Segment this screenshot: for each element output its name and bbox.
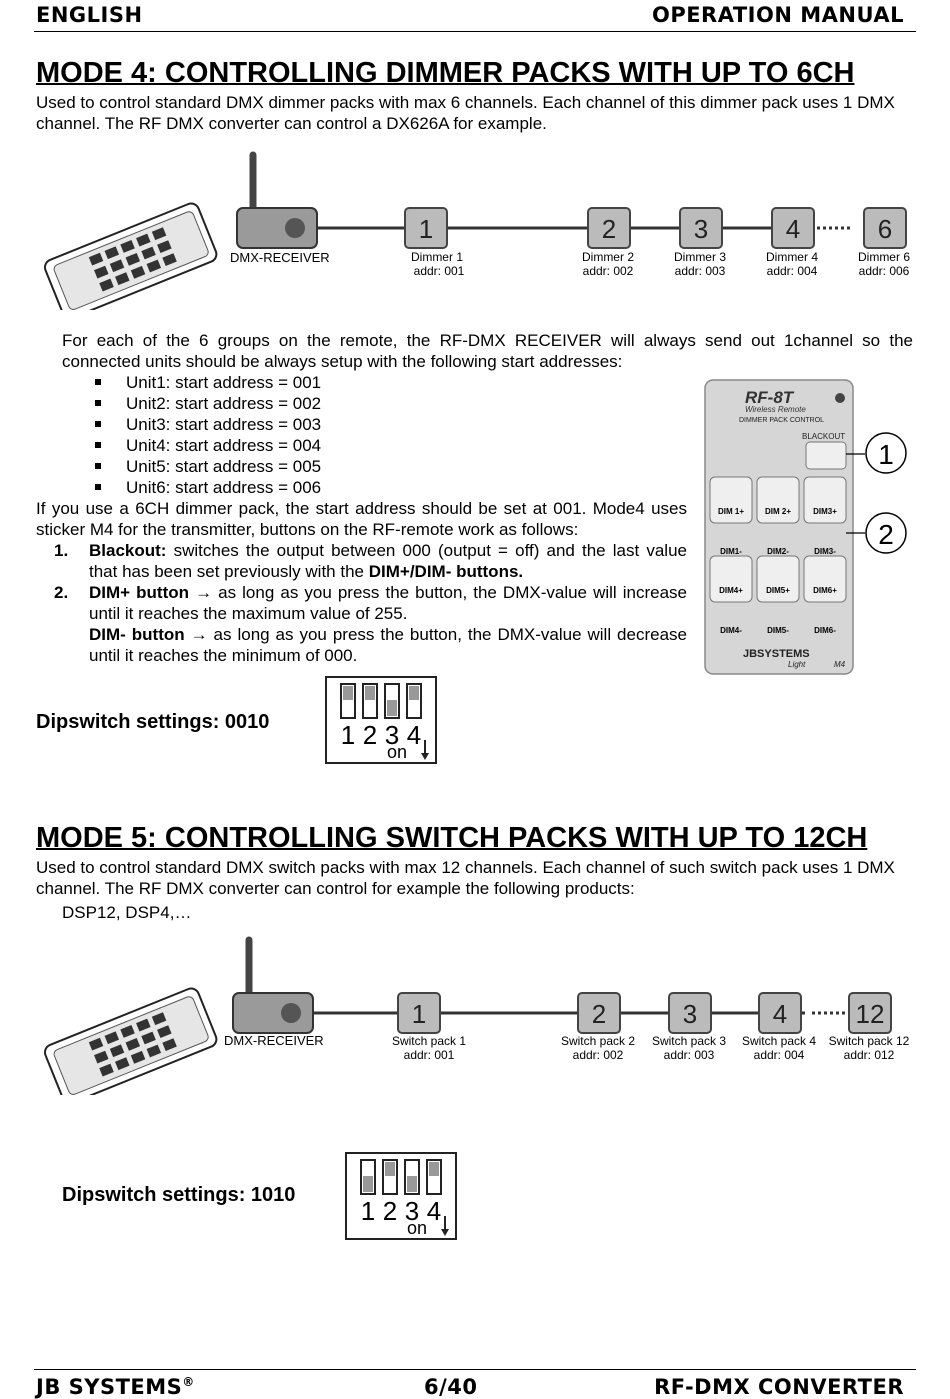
dim-minus-label: DIM6-	[814, 626, 836, 635]
function-item	[54, 582, 687, 624]
mode4-dipswitch-label: Dipswitch settings: 0010	[36, 711, 270, 733]
mode5-intro: Used to control standard DMX switch packs with max 12 channels. Each channel of such switch pack uses 1 DMX channel. The RF DMX converter can control for example the following products:	[36, 858, 895, 898]
unit-address: addr: 006	[858, 264, 910, 278]
dim-plus-label: DIM 2+	[764, 507, 792, 516]
dip-knob-on	[407, 1176, 417, 1192]
dim-button	[757, 477, 799, 523]
dim-plus-label: DIM4+	[719, 586, 743, 595]
list-item: Unit5: start address = 005	[62, 456, 662, 477]
dip-number: 1	[340, 720, 356, 750]
unit-name: Switch pack 12	[828, 1034, 910, 1048]
unit-address: addr: 002	[572, 1048, 624, 1062]
callout-number: 2	[878, 519, 894, 550]
dip-knob-off	[365, 686, 375, 700]
unit-address: addr: 003	[674, 264, 726, 278]
blackout-label: BLACKOUT	[802, 432, 846, 441]
dip-on-label: on	[387, 742, 408, 762]
unit-number: 6	[877, 214, 893, 244]
remote-transmitter	[43, 201, 219, 310]
unit-name: Switch pack 3	[651, 1034, 727, 1048]
unit-number: 4	[772, 999, 788, 1029]
remote-sticker: M4	[834, 660, 846, 669]
dim-minus-label: DIM3-	[814, 547, 836, 556]
unit-name: Dimmer 6	[857, 250, 911, 264]
mode4-groups-text: For each of the 6 groups on the remote, the RF-DMX RECEIVER will always send out 1channel so the connected units should be always setup with the following start addresses:	[62, 331, 913, 371]
receiver-label: DMX-RECEIVER	[224, 1033, 324, 1048]
dim-minus-label: DIM2-	[767, 547, 789, 556]
footer-brand-name: JB SYSTEMS	[36, 1375, 183, 1399]
function-item	[71, 624, 687, 666]
header-rule	[34, 31, 916, 32]
unit-number: 2	[601, 214, 617, 244]
dim-button	[804, 556, 846, 602]
mode5-products: DSP12, DSP4,…	[62, 903, 192, 922]
footer-brand	[36, 1375, 195, 1399]
unit-number: 1	[418, 214, 434, 244]
dip-knob-off	[409, 686, 419, 700]
unit-name: Dimmer 2	[581, 250, 635, 264]
unit-name: Switch pack 1	[391, 1034, 467, 1048]
remote-transmitter	[43, 986, 219, 1095]
dip-number: 2	[362, 720, 378, 750]
dip-number: 1	[360, 1196, 376, 1226]
mode4-diagram	[30, 150, 920, 310]
receiver-led-icon	[281, 1003, 301, 1023]
unit-number: 3	[693, 214, 709, 244]
dip-knob-off	[343, 686, 353, 700]
item-number: 2.	[54, 583, 69, 602]
unit-name: Dimmer 3	[673, 250, 727, 264]
mode4-dipswitch-0010	[325, 676, 437, 764]
unit-name: Dimmer 4	[765, 250, 819, 264]
header-language: ENGLISH	[36, 3, 143, 27]
unit-address: addr: 002	[582, 264, 634, 278]
dip-knob-off	[429, 1162, 439, 1176]
mode5-dipswitch-label: Dipswitch settings: 1010	[62, 1184, 296, 1206]
dim-plus-label: DIM 1+	[717, 507, 745, 516]
mode4-title: MODE 4: CONTROLLING DIMMER PACKS WITH UP TO 6CH	[36, 57, 855, 89]
unit-number: 1	[411, 999, 427, 1029]
footer-product: RF-DMX CONVERTER	[654, 1375, 904, 1399]
dip-knob-off	[385, 1162, 395, 1176]
dim-button	[710, 556, 752, 602]
remote-led-icon	[835, 393, 845, 403]
mode5-title: MODE 5: CONTROLLING SWITCH PACKS WITH UP TO 12CH	[36, 822, 868, 854]
remote-logo-sub: Light	[788, 660, 806, 669]
unit-name: Switch pack 2	[560, 1034, 636, 1048]
dim-plus-label: DIM5+	[766, 586, 790, 595]
unit-name: Switch pack 4	[741, 1034, 817, 1048]
rf8t-remote-illustration	[700, 378, 915, 678]
mode5-dipswitch-1010	[345, 1152, 457, 1240]
dim-button	[757, 556, 799, 602]
mode5-diagram	[30, 935, 920, 1095]
unit-address: addr: 001	[403, 1048, 455, 1062]
dip-on-label: on	[407, 1218, 428, 1238]
item-text: switches the output between 000 (output = off) and the last value that has been set previously with the	[89, 541, 687, 581]
unit-address: addr: 003	[663, 1048, 715, 1062]
list-item: Unit4: start address = 004	[62, 435, 662, 456]
footer-page-number: 6/40	[424, 1375, 478, 1399]
unit-address: addr: 004	[753, 1048, 805, 1062]
dip-knob-on	[363, 1176, 373, 1192]
dim-button	[804, 477, 846, 523]
footer-rule	[34, 1369, 916, 1370]
item-label: DIM+ button	[89, 583, 190, 602]
item-number: 1.	[54, 541, 69, 560]
mode4-intro: Used to control standard DMX dimmer packs with max 6 channels. Each channel of this dimmer pack uses 1 DMX channel. The RF DMX converter can control a DX626A for example.	[36, 93, 895, 133]
item-text: → as long as you press the button, the DMX-value will decrease until it reaches the minimum of 000.	[89, 625, 687, 665]
mode4-sixch-text: If you use a 6CH dimmer pack, the start address should be set at 001. Mode4 uses sticker M4 for the transmitter, buttons on the RF-remote work as follows:	[36, 499, 687, 539]
remote-subtitle: Wireless Remote	[745, 405, 806, 414]
function-item	[54, 540, 687, 582]
unit-name: Dimmer 1	[410, 250, 464, 264]
unit-number: 3	[682, 999, 698, 1029]
dip-number: 3	[384, 720, 400, 750]
dip-number: 2	[382, 1196, 398, 1226]
remote-logo: JBSYSTEMS	[743, 648, 810, 660]
blackout-button	[806, 442, 846, 469]
unit-address: addr: 001	[413, 264, 465, 278]
receiver-led-icon	[285, 218, 305, 238]
footer-registered-mark: ®	[182, 1375, 195, 1389]
dip-knob-on	[387, 700, 397, 716]
unit-number: 12	[855, 999, 885, 1029]
unit-number: 4	[785, 214, 801, 244]
list-item: Unit6: start address = 006	[62, 477, 662, 498]
item-label: Blackout:	[89, 541, 167, 560]
item-text: → as long as you press the button, the DMX-value will increase until it reaches the maximum value of 255.	[89, 583, 687, 623]
dim-minus-label: DIM5-	[767, 626, 789, 635]
dim-minus-label: DIM4-	[720, 626, 742, 635]
unit-address-list	[62, 372, 662, 498]
dim-plus-label: DIM3+	[813, 507, 837, 516]
header-doc-type: OPERATION MANUAL	[651, 3, 904, 27]
receiver-label: DMX-RECEIVER	[230, 250, 330, 265]
item-label: DIM- button	[89, 625, 185, 644]
unit-number: 2	[591, 999, 607, 1029]
remote-control-label: DIMMER PACK CONTROL	[739, 417, 825, 424]
dim-plus-label: DIM6+	[813, 586, 837, 595]
unit-address: addr: 004	[766, 264, 818, 278]
remote-brand: RF-8T	[745, 388, 794, 407]
dip-number: 3	[404, 1196, 420, 1226]
dim-button	[710, 477, 752, 523]
dip-number: 4	[406, 720, 422, 750]
list-item: Unit1: start address = 001	[62, 372, 662, 393]
dip-number: 4	[426, 1196, 442, 1226]
unit-address: addr: 012	[843, 1048, 895, 1062]
list-item: Unit3: start address = 003	[62, 414, 662, 435]
dim-minus-label: DIM1-	[720, 547, 742, 556]
item-bold-end: DIM+/DIM- buttons.	[368, 562, 524, 581]
callout-number: 1	[878, 439, 894, 470]
list-item: Unit2: start address = 002	[62, 393, 662, 414]
